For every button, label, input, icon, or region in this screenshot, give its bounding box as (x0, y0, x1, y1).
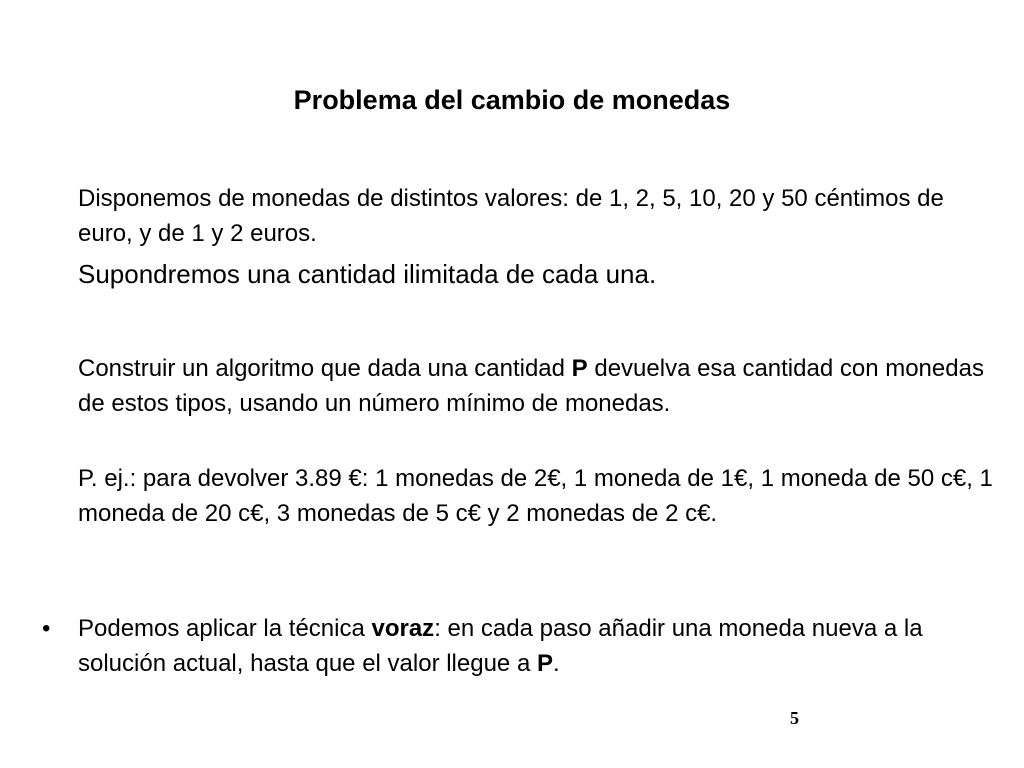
bullet-greedy-variable: P (536, 650, 553, 677)
bullet-greedy-text-before: Podemos aplicar la técnica (78, 615, 372, 642)
paragraph-algorithm-text-after: devuelva esa cantidad con monedas de estos tipos, usando un número mínimo de monedas. (78, 355, 984, 417)
bullet-greedy (78, 611, 993, 681)
paragraph-coin-values: Disponemos de monedas de distintos valores: de 1, 2, 5, 10, 20 y 50 céntimos de euro, y de 1 y 2 euros. (78, 185, 944, 247)
bullet-greedy-text-middle: : en cada paso añadir una moneda nueva a la solución actual, hasta que el valor llegue a (78, 615, 923, 677)
paragraph-example: P. ej.: para devolver 3.89 €: 1 monedas de 2€, 1 moneda de 1€, 1 moneda de 50 c€, 1 moneda de 20 c€, 3 monedas de 5 c€ y 2 monedas de 2 c€. (78, 465, 993, 527)
bullet-greedy-technique: voraz (371, 615, 435, 642)
bullet-marker: • (42, 615, 51, 642)
paragraph-algorithm (78, 351, 993, 421)
bullet-greedy-text-after: . (552, 650, 560, 677)
paragraph-algorithm-variable: P (571, 355, 588, 382)
page-number: 5 (790, 708, 799, 728)
slide-title: Problema del cambio de monedas (293, 85, 731, 115)
paragraph-unlimited: Supondremos una cantidad ilimitada de cada una. (78, 259, 657, 289)
paragraph-algorithm-text-before: Construir un algoritmo que dada una cantidad (78, 355, 572, 382)
